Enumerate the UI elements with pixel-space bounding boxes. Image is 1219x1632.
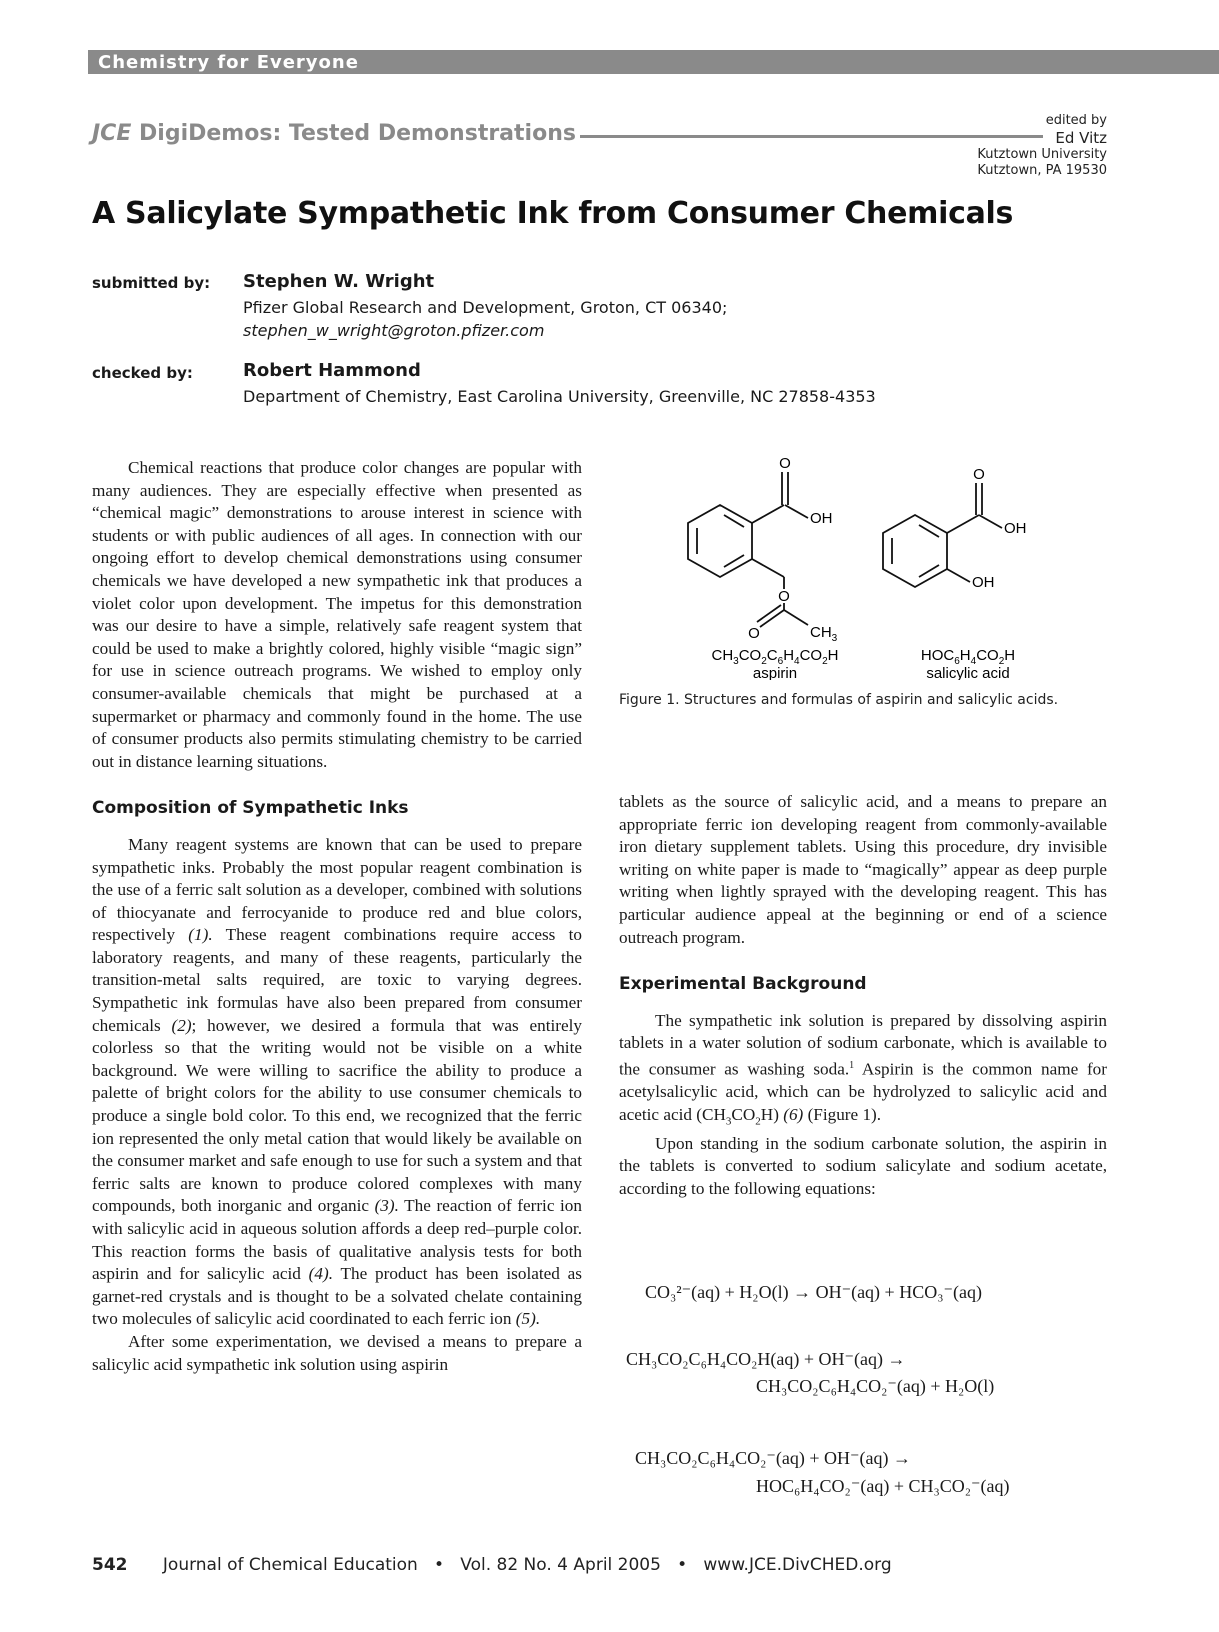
heading-composition: Composition of Sympathetic Inks — [92, 798, 409, 819]
right-column — [619, 791, 1107, 1201]
submitter-affiliation: Pfizer Global Research and Development, Groton, CT 06340; — [243, 298, 728, 317]
salicylic-structure — [883, 483, 1002, 587]
journal-url[interactable]: www.JCE.DivCHED.org — [703, 1555, 892, 1575]
equation-3-line-1: CH₃CO₂C₆H₄CO₂⁻(aq) + OH⁻(aq) → — [635, 1448, 912, 1468]
equation-2-line-1: CH₃CO₂C₆H₄CO₂H(aq) + OH⁻(aq) → — [626, 1349, 906, 1369]
submitter-email[interactable]: stephen_w_wright@groton.pfizer.com — [243, 321, 545, 340]
checker-affiliation: Department of Chemistry, East Carolina University, Greenville, NC 27858-4353 — [243, 387, 876, 406]
salicylic-carbonyl-o: O — [973, 466, 985, 483]
paragraph-experimental: The sympathetic ink solution is prepared by dissolving aspirin tablets in a water solution of sodium carbonate, which is available to the consumer as washing soda.$^1$ Aspirin is the common name for acetylsalicylic acid, which can be hydrolyzed to salicylic acid and acetic acid $(CH_3CO_2H)$ (6) (Figure 1). — [619, 1010, 1107, 1128]
department-prefix: JCE — [92, 121, 132, 146]
citation-5[interactable]: (5). — [515, 1309, 541, 1329]
paragraph-continuation: tablets as the source of salicylic acid, and a means to prepare an appropriate ferric ion developing reagent from commonly-available iron dietary supplement tablets. Using this procedure, dry invisible writing on white paper is made to “magically” appear as deep purple writing when lightly sprayed with the developing reagent. This has particular audience appeal at the beginning or end of a science outreach program. — [619, 792, 1107, 947]
department-heading — [92, 121, 576, 146]
page-footer — [92, 1555, 892, 1575]
aspirin-acetyl-o: O — [748, 625, 760, 642]
checker-name: Robert Hammond — [243, 360, 421, 381]
department-title: DigiDemos: Tested Demonstrations — [139, 121, 576, 146]
editor-block — [977, 113, 1107, 179]
heading-experimental: Experimental Background — [619, 974, 867, 995]
aspirin-formula: $CH_3CO_2C_6H_4CO_2H$ — [711, 647, 839, 667]
equation-2-line-2: CH₃CO₂C₆H₄CO₂⁻(aq) + H₂O(l) — [756, 1376, 995, 1396]
article-title: A Salicylate Sympathetic Ink from Consumer Chemicals — [92, 196, 1014, 231]
citation-1[interactable]: (1). — [188, 925, 213, 945]
editor-name: Ed Vitz — [1055, 129, 1107, 147]
aspirin-carbonyl-o: O — [779, 455, 791, 472]
checked-by-label: checked by: — [92, 364, 193, 382]
paragraph-intro: Chemical reactions that produce color changes are popular with many audiences. They are especially effective when presented as “chemical magic” demonstrations to arouse interest in science with students or with public audiences of all ages. In connection with our ongoing effort to develop chemical demonstrations using consumer chemicals we have developed a new sympathetic ink that produces a violet color upon development. The impetus for this demonstration was our desire to have a simple, relatively safe reagent system that could be used to make a brightly colored, highly visible “magic sign” for use in science outreach programs. We wished to employ only consumer-available chemicals that might be purchased at a supermarket or pharmacy and commonly found in the home. The use of consumer products also permits stimulating chemistry to be carried out in distance learning situations. — [92, 458, 582, 771]
department-rule — [580, 135, 1043, 138]
equation-3-line-2: HOC₆H₄CO₂⁻(aq) + CH₃CO₂⁻(aq) — [756, 1476, 1010, 1496]
editor-address: Kutztown, PA 19530 — [977, 163, 1107, 178]
paragraph-composition: Many reagent systems are known that can be used to prepare sympathetic inks. Probably the most popular reagent combination is the use of a ferric salt solution as a developer, combined with solutions of thiocyanate and ferrocyanide to produce red and blue colors, respectively (1). These reagent combinations require access to laboratory reagents, and many of these reagents, particularly the transition-metal salts required, are toxic to varying degrees. Sympathetic ink formulas have also been prepared from consumer chemicals (2); however, we desired a formula that was entirely colorless so that the writing would not be visible on a white background. We were willing to sacrifice the ability to produce a palette of bright colors for the ability to use consumer chemicals to produce a single bold color. To this end, we recognized that the ferric ion represented the only metal cation that would likely be available on the consumer market and safe enough to use for such a system and that ferric salts are known to produce colored complexes with many compounds, both inorganic and organic (3). The reaction of ferric ion with salicylic acid in aqueous solution affords a deep red–purple color. This reaction forms the basis of qualitative analysis tests for both aspirin and for salicylic acid (4). The product has been isolated as garnet-red crystals and is thought to be a solvated chelate containing two molecules of salicylic acid coordinated to each ferric ion (5). — [92, 834, 583, 1329]
editor-affiliation: Kutztown University — [977, 147, 1107, 162]
aspirin-oh: OH — [810, 510, 833, 527]
citation-2[interactable]: (2) — [171, 1015, 192, 1035]
aspirin-ester-o: O — [778, 588, 790, 605]
edited-by-label: edited by — [1045, 113, 1107, 128]
section-banner — [88, 50, 1219, 74]
salicylic-label: salicylic acid — [926, 665, 1010, 680]
figure-1-structures — [680, 455, 1100, 680]
citation-3[interactable]: (3). — [374, 1196, 399, 1216]
figure-caption: Figure 1. Structures and formulas of aspirin and salicylic acids. — [619, 692, 1059, 708]
citation-4[interactable]: (4). — [308, 1264, 333, 1284]
citation-6[interactable]: (6) — [783, 1104, 804, 1124]
footnote-marker[interactable]: 1 — [849, 1059, 855, 1071]
journal-volume: Vol. 82 No. 4 April 2005 — [460, 1555, 661, 1575]
journal-name: Journal of Chemical Education — [162, 1555, 418, 1575]
paragraph-equations-intro: Upon standing in the sodium carbonate solution, the aspirin in the tablets is converted to sodium salicylate and sodium acetate, according to the following equations: — [619, 1133, 1107, 1199]
equation-1: CO₃²⁻(aq) + H₂O(l) → OH⁻(aq) + HCO₃⁻(aq) — [645, 1282, 982, 1302]
salicylic-formula: $HOC_6H_4CO_2H$ — [920, 647, 1016, 667]
paragraph-experimentation: After some experimentation, we devised a means to prepare a salicylic acid sympathetic ink solution using aspirin — [92, 1331, 582, 1374]
page-number: 542 — [92, 1555, 128, 1575]
footer-separator: • — [434, 1555, 445, 1575]
aspirin-ch3: $CH_3$ — [810, 624, 838, 644]
submitted-by-label: submitted by: — [92, 274, 211, 292]
submitter-name: Stephen W. Wright — [243, 271, 435, 292]
footer-separator: • — [677, 1555, 688, 1575]
salicylic-phenol-oh: OH — [972, 574, 995, 591]
aspirin-label: aspirin — [752, 665, 798, 680]
left-column — [92, 457, 582, 1376]
aspirin-structure — [688, 472, 808, 627]
section-banner-label: Chemistry for Everyone — [98, 52, 359, 73]
salicylic-acid-oh: OH — [1004, 520, 1027, 537]
